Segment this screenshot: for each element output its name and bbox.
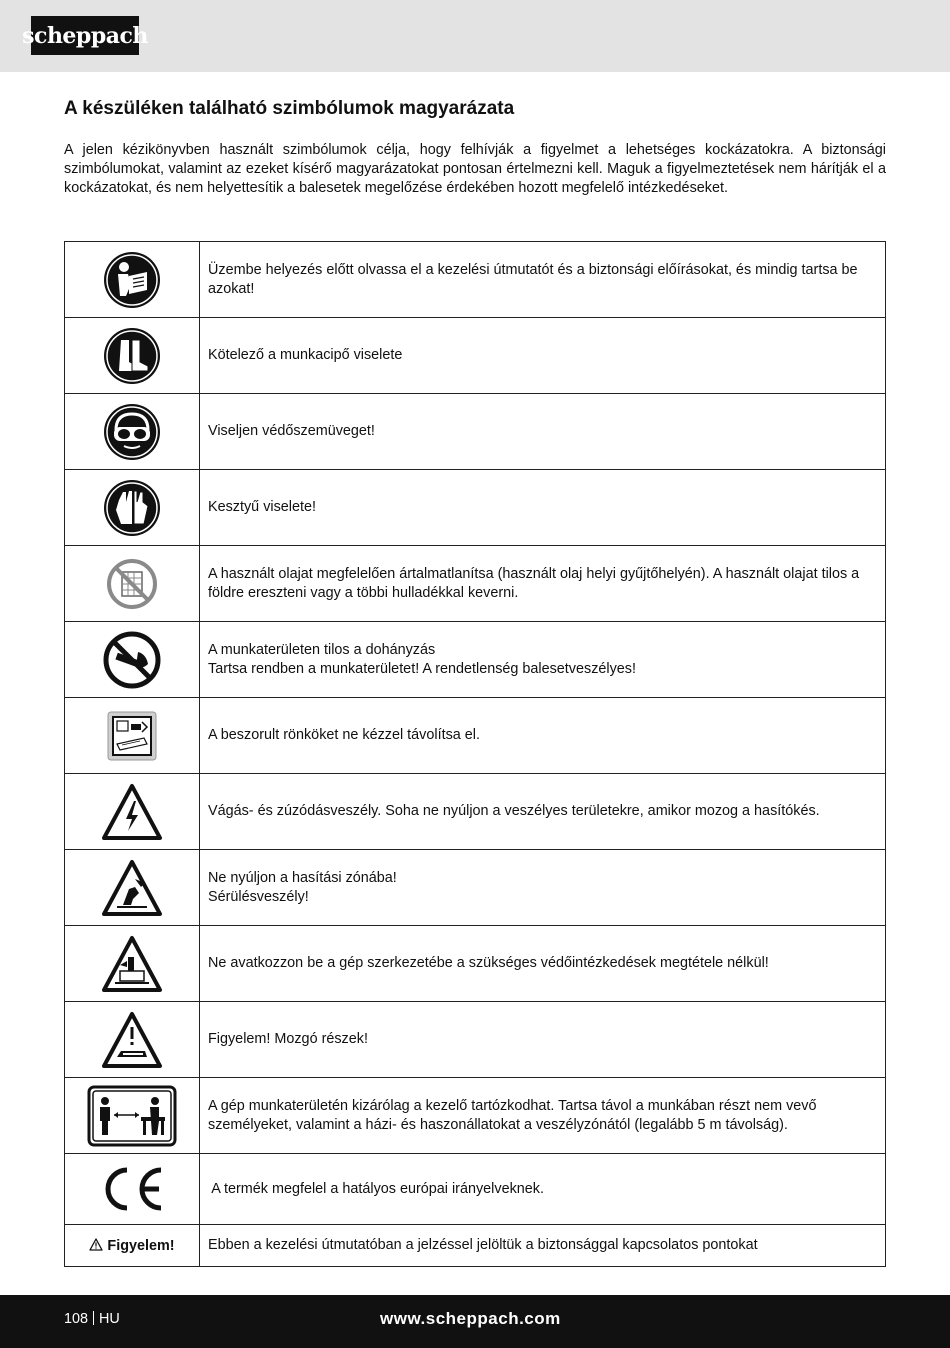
machine-hazard-warning-icon <box>101 935 163 993</box>
symbol-description: A beszorult rönköket ne kézzel távolítsa el. <box>200 698 886 774</box>
symbol-description: Kötelező a munkacipő viselete <box>200 318 886 394</box>
symbol-row <box>65 318 886 394</box>
language-code: HU <box>99 1311 120 1327</box>
symbol-row <box>65 698 886 774</box>
symbol-row <box>65 394 886 470</box>
symbol-row <box>65 1154 886 1225</box>
symbol-description: A termék megfelel a hatályos európai irányelveknek. <box>200 1154 886 1225</box>
symbol-description: A gép munkaterületén kizárólag a kezelő tartózkodhat. Tartsa távol a munkában részt nem vevő személyeket, valamint a házi- és haszonállatokat a veszélyzónától (legalább 5 m távolság). <box>200 1078 886 1154</box>
keep-distance-icon <box>87 1085 177 1147</box>
intro-paragraph: A jelen kézikönyvben használt szimbólumok célja, hogy felhívják a figyelmet a lehetséges kockázatokra. A biztonsági szimbólumokat, valamint az ezeket kísérő magyarázatokat pontosan értelmezni kell. Maguk a figyelmeztetések nem hárítják el a kockázatokat, és nem helyettesítik a balesetek megelőzése érdekében hozott megfelelő intézkedéseket. <box>64 142 886 196</box>
hand-injury-warning-icon <box>101 859 163 917</box>
no-smoking-icon <box>102 630 162 690</box>
symbol-row <box>65 242 886 318</box>
attention-row <box>65 1225 886 1267</box>
symbol-row <box>65 470 886 546</box>
symbol-description: A munkaterületen tilos a dohányzás Tartsa rendben a munkaterületet! A rendetlenség balesetveszélyes! <box>200 622 886 698</box>
symbol-description: Üzembe helyezés előtt olvassa el a kezelési útmutatót és a biztonsági előírásokat, és mindig tartsa be azokat! <box>200 242 886 318</box>
attention-description: Ebben a kezelési útmutatóban a jelzéssel jelöltük a biztonsággal kapcsolatos pontokat <box>200 1225 886 1267</box>
scheppach-logo: scheppach <box>31 16 139 55</box>
symbol-row <box>65 1002 886 1078</box>
page-number: 108 HU <box>64 1311 120 1327</box>
symbol-description: Vágás- és zúzódásveszély. Soha ne nyúljon a veszélyes területekre, amikor mozog a hasítókés. <box>200 774 886 850</box>
symbol-row <box>65 774 886 850</box>
stuck-log-icon <box>106 710 158 762</box>
ce-mark-icon <box>97 1164 167 1214</box>
symbol-description: Viseljen védőszemüveget! <box>200 394 886 470</box>
symbol-row <box>65 622 886 698</box>
symbol-row <box>65 926 886 1002</box>
read-manual-icon <box>102 250 162 310</box>
symbols-table <box>64 241 886 1267</box>
high-voltage-warning-icon <box>101 783 163 841</box>
symbol-description: Ne nyúljon a hasítási zónába! Sérülésveszély! <box>200 850 886 926</box>
symbol-row <box>65 546 886 622</box>
symbol-description: Figyelem! Mozgó részek! <box>200 1002 886 1078</box>
page-separator <box>93 1311 94 1325</box>
footer-bar <box>0 1295 950 1348</box>
website-link[interactable]: www.scheppach.com <box>380 1309 561 1328</box>
symbol-description: A használt olajat megfelelően ártalmatlanítsa (használt olaj helyi gyűjtőhelyén). A használt olajat tilos a földre ereszteni vagy a többi hulladékkal keverni. <box>200 546 886 622</box>
header-bar <box>0 0 950 72</box>
warning-triangle-icon <box>89 1238 103 1251</box>
moving-parts-warning-icon <box>101 1011 163 1069</box>
safety-boots-icon <box>102 326 162 386</box>
gloves-icon <box>102 478 162 538</box>
attention-label: Figyelem! <box>89 1238 174 1254</box>
page-title: A készüléken található szimbólumok magyarázata <box>64 98 515 119</box>
symbol-description: Ne avatkozzon be a gép szerkezetébe a szükséges védőintézkedések megtétele nélkül! <box>200 926 886 1002</box>
symbol-row <box>65 850 886 926</box>
symbol-row <box>65 1078 886 1154</box>
safety-goggles-icon <box>102 402 162 462</box>
waste-oil-icon <box>104 556 160 612</box>
symbol-description: Kesztyű viselete! <box>200 470 886 546</box>
